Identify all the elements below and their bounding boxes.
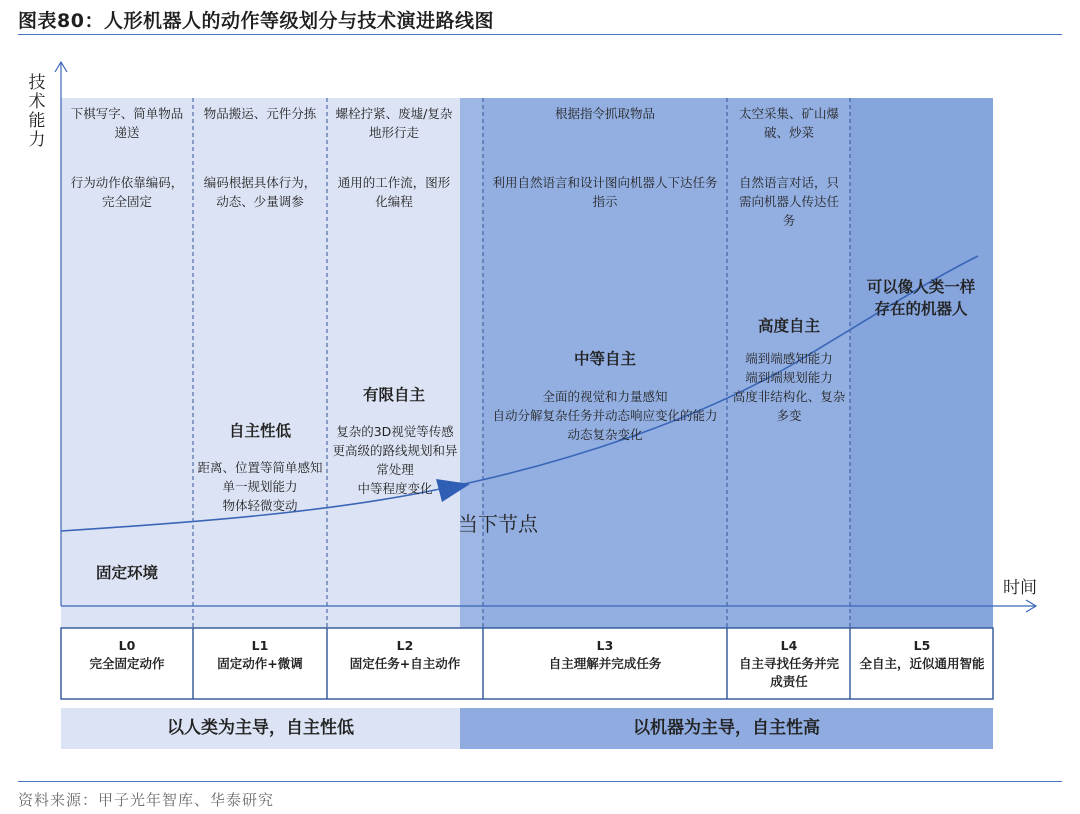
l5-zone-fill	[850, 98, 993, 628]
level-l3-desc: 自主理解并完成任务	[548, 656, 662, 671]
l4-tier-desc: 端到端感知能力 端到端规划能力 高度非结构化、复杂多变	[732, 351, 846, 423]
band-machine-led: 以机器为主导，自主性高	[633, 718, 820, 738]
l5-tier: 可以像人类一样存在的机器人	[866, 278, 976, 318]
level-l1	[196, 637, 324, 673]
l3-tier-desc: 全面的视觉和力量感知 自动分解复杂任务并动态响应变化的能力 动态复杂变化	[492, 389, 718, 442]
l3-method: 利用自然语言和设计图向机器人下达任务指示	[492, 175, 718, 209]
level-l2-desc: 固定任务+自主动作	[349, 656, 461, 671]
level-l0-desc: 完全固定动作	[89, 656, 165, 671]
l4-method: 自然语言对话，只需向机器人传达任务	[738, 175, 839, 228]
l2-tasks: 螺栓拧紧、废墟/复杂地形行走	[335, 106, 453, 140]
l2-tier: 有限自主	[362, 386, 425, 404]
l4-tasks: 太空采集、矿山爆破、炒菜	[738, 106, 839, 140]
level-l5	[856, 637, 988, 673]
current-node-label: 当下节点	[458, 512, 538, 536]
l4-tier: 高度自主	[757, 317, 820, 335]
title-rule	[18, 34, 1062, 35]
footer-rule	[18, 781, 1062, 782]
level-l5-desc: 全自主，近似通用智能	[859, 656, 985, 671]
level-l3-code: L3	[596, 638, 614, 653]
l3-tier: 中等自主	[573, 350, 636, 368]
level-l0-code: L0	[118, 638, 136, 653]
band-human-led: 以人类为主导，自主性低	[167, 718, 354, 738]
x-axis-label: 时间	[1003, 578, 1037, 598]
l0-method: 行为动作依靠编码，完全固定	[70, 175, 184, 209]
y-axis-label: 技术能力	[28, 73, 46, 150]
l1-tier-desc: 距离、位置等简单感知 单一规划能力 物体轻微变动	[197, 460, 323, 513]
l1-tasks: 物品搬运、元件分拣	[203, 106, 317, 121]
level-l1-code: L1	[251, 638, 269, 653]
source-note: 资料来源：甲子光年智库、华泰研究	[18, 791, 275, 809]
level-l0	[64, 637, 190, 673]
l2-tier-desc: 复杂的3D视觉等传感 更高级的路线规划和异常处理 中等程度变化	[332, 424, 458, 496]
level-l4	[733, 637, 845, 691]
level-l5-code: L5	[913, 638, 931, 653]
l3-tasks: 根据指令抓取物品	[554, 106, 655, 121]
level-l3	[486, 637, 724, 673]
level-l4-desc: 自主寻找任务并完成责任	[738, 656, 839, 689]
level-l2-code: L2	[396, 638, 414, 653]
l1-method: 编码根据具体行为，动态、少量调参	[203, 175, 317, 209]
l0-tasks: 下棋写字、简单物品递送	[70, 106, 184, 140]
level-l4-code: L4	[780, 638, 798, 653]
l0-tier: 固定环境	[95, 564, 158, 582]
figure-title: 图表80：人形机器人的动作等级划分与技术演进路线图	[18, 10, 494, 32]
level-l1-desc: 固定动作+微调	[217, 656, 303, 671]
l1-tier: 自主性低	[228, 422, 291, 440]
level-l2	[330, 637, 480, 673]
l2-method: 通用的工作流，图形化编程	[337, 175, 451, 209]
